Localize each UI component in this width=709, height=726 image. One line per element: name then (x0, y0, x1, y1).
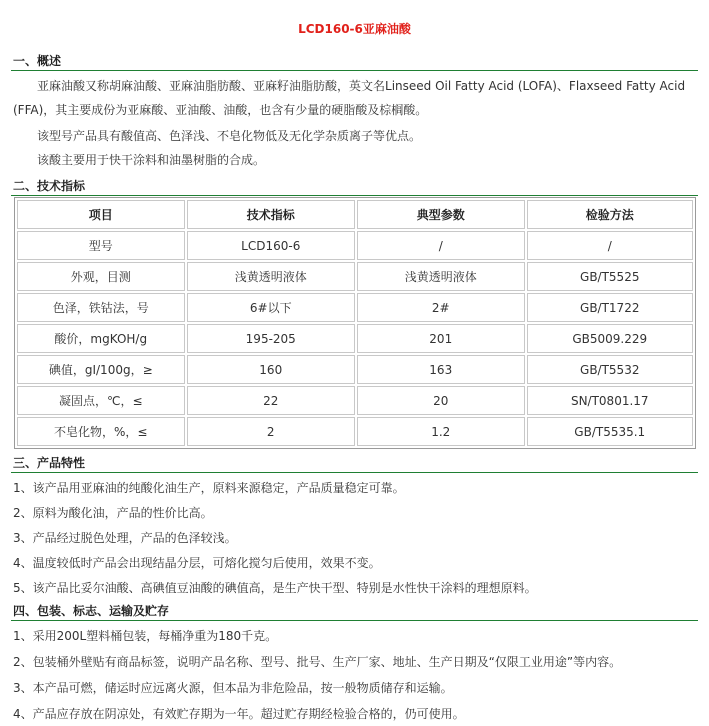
table-cell: GB/T1722 (527, 293, 694, 322)
table-cell: 195-205 (187, 324, 356, 353)
packaging-item: 1、采用200L塑料桶包装，每桶净重为180千克。 (13, 629, 278, 643)
feature-item: 4、温度较低时产品会出现结晶分层，可熔化搅匀后使用，效果不变。 (13, 556, 381, 570)
table-row (17, 231, 693, 260)
feature-item: 2、原料为酸化油，产品的性价比高。 (13, 506, 213, 520)
table-cell: 外观，目测 (17, 262, 185, 291)
packaging-item: 2、包装桶外壁贴有商品标签，说明产品名称、型号、批号、生产厂家、地址、生产日期及“仅限工业用途”等内容。 (13, 655, 622, 669)
table-cell: 2 (187, 417, 356, 446)
table-cell: 浅黄透明液体 (187, 262, 356, 291)
section-heading-specs: 二、技术指标 (13, 179, 86, 193)
column-header: 技术指标 (187, 200, 356, 229)
table-cell: 型号 (17, 231, 185, 260)
table-cell: 201 (357, 324, 525, 353)
table-cell: 不皂化物，%，≤ (17, 417, 185, 446)
table-cell: LCD160-6 (187, 231, 356, 260)
table-cell: GB/T5535.1 (527, 417, 694, 446)
column-header: 项目 (17, 200, 185, 229)
table-cell: 2# (357, 293, 525, 322)
table-cell: GB/T5532 (527, 355, 694, 384)
table-cell: 20 (357, 386, 525, 415)
table-row (17, 355, 693, 384)
table-row (17, 324, 693, 353)
page-title: LCD160-6亚麻油酸 (298, 22, 411, 36)
table-cell: 163 (357, 355, 525, 384)
table-cell: 6#以下 (187, 293, 356, 322)
section-heading-overview: 一、概述 (13, 54, 62, 68)
table-cell: / (357, 231, 525, 260)
table-cell: SN/T0801.17 (527, 386, 694, 415)
table-cell: 浅黄透明液体 (357, 262, 525, 291)
table-cell: GB5009.229 (527, 324, 694, 353)
feature-item: 5、该产品比妥尔油酸、高碘值豆油酸的碘值高，是生产快干型、特别是水性快干涂料的理想原料。 (13, 581, 537, 595)
section-divider (11, 70, 698, 71)
table-cell: 22 (187, 386, 356, 415)
table-row (17, 386, 693, 415)
section-heading-packaging: 四、包装、标志、运输及贮存 (13, 604, 170, 618)
spec-table (14, 197, 696, 449)
column-header: 检验方法 (527, 200, 694, 229)
table-row (17, 262, 693, 291)
packaging-item: 4、产品应存放在阴凉处，有效贮存期为一年。超过贮存期经检验合格的，仍可使用。 (13, 707, 465, 721)
table-cell: 色泽，铁钴法，号 (17, 293, 185, 322)
section-divider (11, 620, 698, 621)
table-header-row (17, 200, 693, 229)
overview-paragraph: 该酸主要用于快干涂料和油墨树脂的合成。 (37, 153, 266, 167)
packaging-item: 3、本产品可燃，储运时应远离火源，但本品为非危险品，按一般物质储存和运输。 (13, 681, 453, 695)
feature-item: 1、该产品用亚麻油的纯酸化油生产，原料来源稳定，产品质量稳定可靠。 (13, 481, 405, 495)
table-cell: 160 (187, 355, 356, 384)
table-cell: GB/T5525 (527, 262, 694, 291)
table-row (17, 417, 693, 446)
section-heading-features: 三、产品特性 (13, 456, 86, 470)
table-cell: 酸价，mgKOH/g (17, 324, 185, 353)
table-cell: 凝固点，℃，≤ (17, 386, 185, 415)
table-cell: / (527, 231, 694, 260)
table-cell: 碘值，gI/100g，≥ (17, 355, 185, 384)
column-header: 典型参数 (357, 200, 525, 229)
table-row (17, 293, 693, 322)
table-cell: 1.2 (357, 417, 525, 446)
overview-paragraph: 该型号产品具有酸值高、色泽浅、不皂化物低及无化学杂质离子等优点。 (37, 129, 422, 143)
feature-item: 3、产品经过脱色处理，产品的色泽较浅。 (13, 531, 237, 545)
section-divider (11, 195, 698, 196)
overview-paragraph: 亚麻油酸又称胡麻油酸、亚麻油脂肪酸、亚麻籽油脂肪酸，英文名Linseed Oil Fatty Acid (LOFA)、Flaxseed Fatty Acid (FFA)，其主要成份为亚麻酸、亚油酸、油酸，也含有少量的硬脂酸及棕榈酸。 (13, 79, 686, 117)
section-divider (11, 472, 698, 473)
